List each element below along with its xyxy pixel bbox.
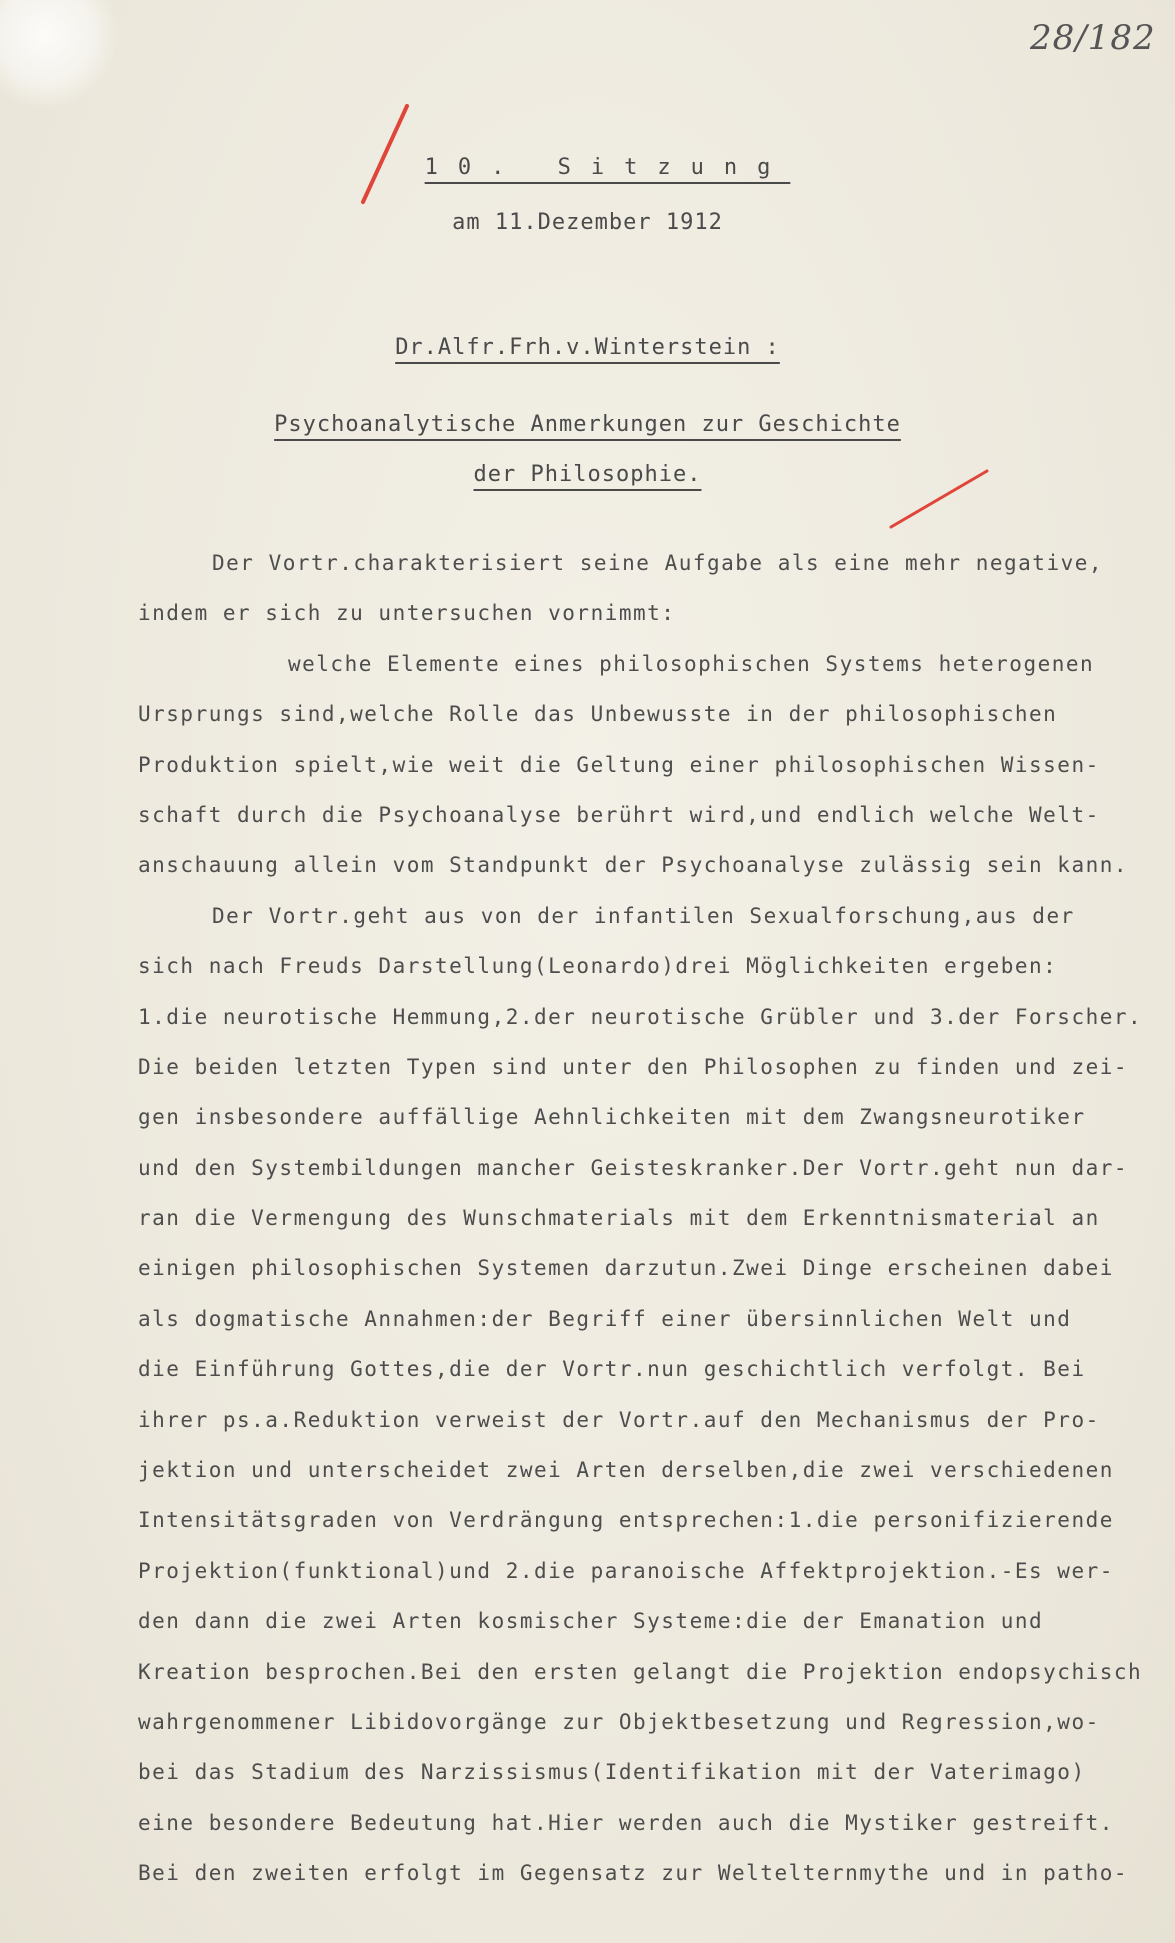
text-line: Ursprungs sind,welche Rolle das Unbewusste in der philosophischen (138, 702, 1058, 727)
text-line: indem er sich zu untersuchen vornimmt: (138, 601, 676, 626)
body-text (138, 538, 1170, 1899)
text-line: die Einführung Gottes,die der Vortr.nun geschichtlich verfolgt. Bei (138, 1357, 1086, 1382)
text-line: als dogmatische Annahmen:der Begriff einer übersinnlichen Welt und (138, 1306, 1072, 1331)
text-line: Projektion(funktional)und 2.die paranoische Affektprojektion.-Es wer- (138, 1558, 1114, 1583)
text-line: Der Vortr.charakterisiert seine Aufgabe als eine mehr negative, (212, 551, 1104, 575)
session-title: 10. Sitzung (424, 155, 791, 180)
text-line: den dann die zwei Arten kosmischer Systeme:die der Emanation und (138, 1609, 1044, 1634)
text-line: Intensitätsgraden von Verdrängung entsprechen:1.die personifizierende (138, 1508, 1114, 1533)
text-line: ran die Vermengung des Wunschmaterials mit dem Erkenntnismaterial an (138, 1206, 1100, 1231)
text-line: Bei den zweiten erfolgt im Gegensatz zur Weltelternmythe und in patho- (138, 1861, 1129, 1886)
text-line: 1.die neurotische Hemmung,2.der neurotische Grübler und 3.der Forscher. (138, 1004, 1143, 1029)
text-line: Kreation besprochen.Bei den ersten gelangt die Projektion endopsychisch (138, 1659, 1143, 1684)
lecture-title-line-2: der Philosophie. (473, 462, 702, 487)
lecture-author: Dr.Alfr.Frh.v.Winterstein : (395, 335, 780, 360)
text-line: eine besondere Bedeutung hat.Hier werden auch die Mystiker gestreift. (138, 1810, 1114, 1835)
text-line: welche Elemente eines philosophischen Systems heterogenen (288, 651, 1095, 676)
text-line: sich nach Freuds Darstellung(Leonardo)drei Möglichkeiten ergeben: (138, 954, 1058, 979)
text-line: Produktion spielt,wie weit die Geltung einer philosophischen Wissen- (138, 752, 1100, 777)
page-number: 28/182 (1030, 18, 1156, 58)
text-line: und den Systembildungen mancher Geisteskranker.Der Vortr.geht nun dar- (138, 1155, 1129, 1180)
text-line: schaft durch die Psychoanalyse berührt wird,und endlich welche Welt- (138, 802, 1100, 827)
text-line: anschauung allein vom Standpunkt der Psychoanalyse zulässig sein kann. (138, 853, 1129, 878)
lecture-title-line-1: Psychoanalytische Anmerkungen zur Geschichte (274, 412, 901, 437)
text-line: einigen philosophischen Systemen darzutun.Zwei Dinge erscheinen dabei (138, 1256, 1114, 1281)
text-line: ihrer ps.a.Reduktion verweist der Vortr.auf den Mechanismus der Pro- (138, 1407, 1100, 1432)
session-date: am 11.Dezember 1912 (452, 210, 723, 235)
text-line: jektion und unterscheidet zwei Arten derselben,die zwei verschiedenen (138, 1458, 1114, 1483)
text-line: gen insbesondere auffällige Aehnlichkeiten mit dem Zwangsneurotiker (138, 1105, 1086, 1130)
text-line: bei das Stadium des Narzissismus(Identifikation mit der Vaterimago) (138, 1760, 1086, 1785)
text-line: Der Vortr.geht aus von der infantilen Sexualforschung,aus der (212, 903, 1075, 928)
text-line: wahrgenommener Libidovorgänge zur Objektbesetzung und Regression,wo- (138, 1709, 1100, 1734)
paper-stain (0, 0, 120, 110)
text-line: Die beiden letzten Typen sind unter den Philosophen zu finden und zei- (138, 1054, 1129, 1079)
